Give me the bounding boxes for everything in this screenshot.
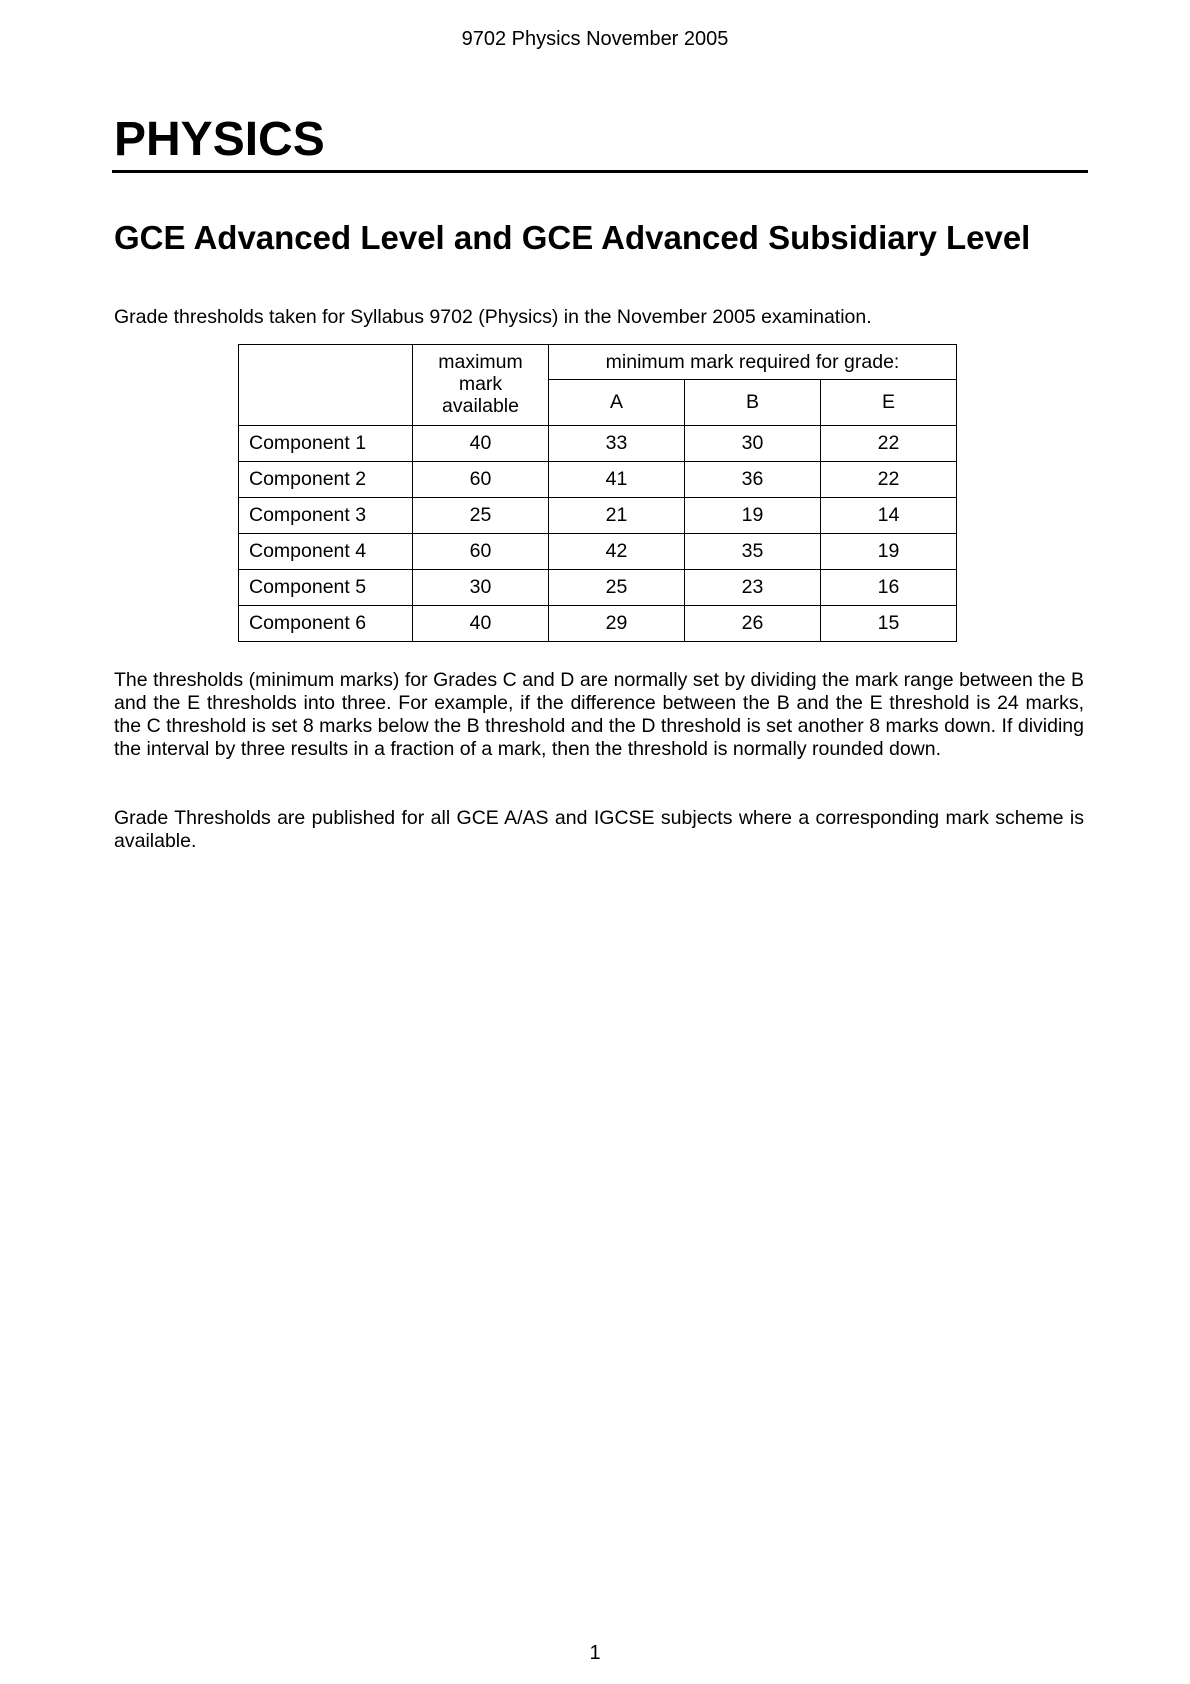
grade-b-cell: 19 <box>685 498 821 534</box>
grade-e-cell: 14 <box>821 498 957 534</box>
title-divider <box>112 170 1088 173</box>
table-row <box>239 606 957 642</box>
grade-e-cell: 22 <box>821 462 957 498</box>
page-number: 1 <box>589 1642 601 1664</box>
row-label: Component 6 <box>239 606 413 642</box>
grade-a-cell: 33 <box>549 426 685 462</box>
grade-b-cell: 26 <box>685 606 821 642</box>
table-row <box>239 534 957 570</box>
max-mark-cell: 60 <box>413 534 549 570</box>
grade-a-cell: 29 <box>549 606 685 642</box>
row-label: Component 5 <box>239 570 413 606</box>
min-mark-header: minimum mark required for grade: <box>549 345 957 380</box>
publication-note: Grade Thresholds are published for all GCE A/AS and IGCSE subjects where a corresponding mark scheme is available. <box>114 807 1084 852</box>
page-title: PHYSICS <box>114 113 325 166</box>
table-row <box>239 570 957 606</box>
table-row <box>239 426 957 462</box>
grade-a-cell: 21 <box>549 498 685 534</box>
grade-e-cell: 19 <box>821 534 957 570</box>
grade-a-cell: 41 <box>549 462 685 498</box>
grade-b-cell: 30 <box>685 426 821 462</box>
grade-b-cell: 36 <box>685 462 821 498</box>
grade-thresholds-table <box>238 344 957 642</box>
row-label: Component 3 <box>239 498 413 534</box>
max-mark-header-line: mark <box>458 373 503 395</box>
table-row <box>239 462 957 498</box>
max-mark-cell: 25 <box>413 498 549 534</box>
max-mark-header-line: available <box>442 395 519 417</box>
grade-e-cell: 22 <box>821 426 957 462</box>
row-label: Component 1 <box>239 426 413 462</box>
max-mark-cell: 60 <box>413 462 549 498</box>
grade-header-a: A <box>549 380 685 426</box>
grade-b-cell: 23 <box>685 570 821 606</box>
max-mark-cell: 40 <box>413 426 549 462</box>
grade-a-cell: 25 <box>549 570 685 606</box>
page-subtitle: GCE Advanced Level and GCE Advanced Subsidiary Level <box>114 219 1031 256</box>
intro-text: Grade thresholds taken for Syllabus 9702 (Physics) in the November 2005 examination. <box>114 306 872 328</box>
row-label: Component 4 <box>239 534 413 570</box>
threshold-explanation: The thresholds (minimum marks) for Grades C and D are normally set by dividing the mark range between the B and the E thresholds into three. For example, if the difference between the B and the E threshold is 24 marks, the C threshold is set 8 marks below the B threshold and the D threshold is set another 8 marks down. If dividing the interval by three results in a fraction of a mark, then the threshold is normally rounded down. <box>114 669 1084 760</box>
grade-header-e: E <box>821 380 957 426</box>
grade-header-b: B <box>685 380 821 426</box>
grade-a-cell: 42 <box>549 534 685 570</box>
empty-header-cell <box>239 345 413 426</box>
max-mark-header-line: maximum <box>438 351 523 373</box>
running-header: 9702 Physics November 2005 <box>461 28 729 50</box>
grade-e-cell: 15 <box>821 606 957 642</box>
max-mark-cell: 30 <box>413 570 549 606</box>
grade-b-cell: 35 <box>685 534 821 570</box>
max-mark-header <box>413 345 549 426</box>
table-row <box>239 498 957 534</box>
grade-e-cell: 16 <box>821 570 957 606</box>
max-mark-cell: 40 <box>413 606 549 642</box>
row-label: Component 2 <box>239 462 413 498</box>
